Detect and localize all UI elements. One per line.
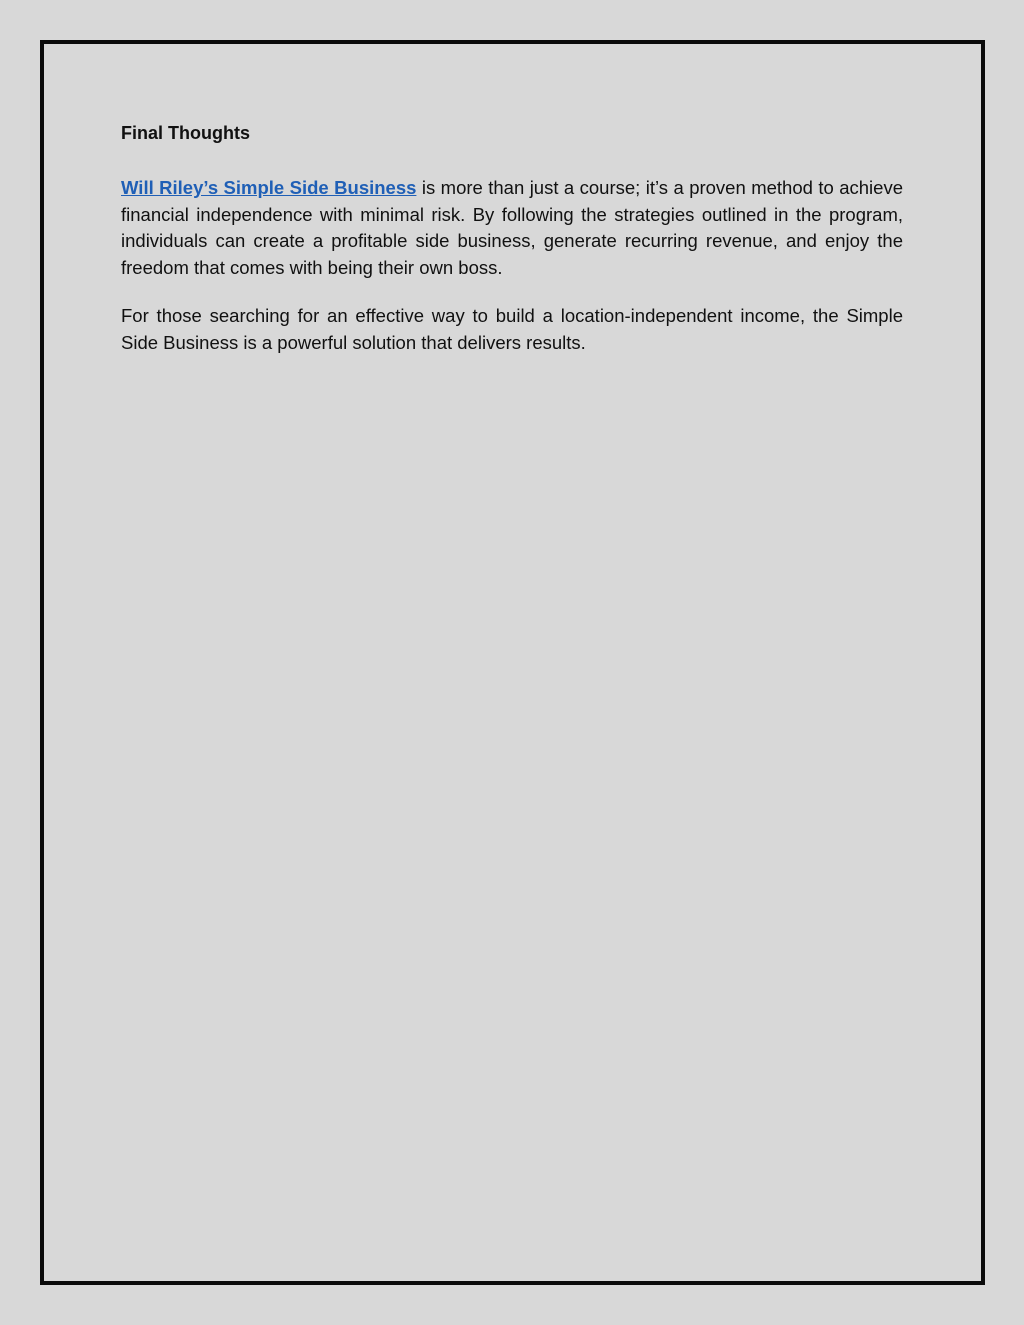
section-heading: Final Thoughts <box>121 123 250 143</box>
program-link[interactable]: Will Riley’s Simple Side Business <box>121 177 417 198</box>
paragraph-intro-text: is more than just a course; it’s a proven method to achieve financial independence with minimal risk. By following the strategies outlined in the program, individuals can create a profitable side business, generate recurring revenue, and enjoy the freedom that comes with being their own boss. <box>121 177 903 278</box>
paragraph-intro <box>121 175 903 281</box>
document-content <box>121 122 903 379</box>
page-frame <box>40 40 985 1285</box>
paragraph-conclusion: For those searching for an effective way to build a location-independent income, the Simple Side Business is a powerful solution that delivers results. <box>121 305 903 353</box>
